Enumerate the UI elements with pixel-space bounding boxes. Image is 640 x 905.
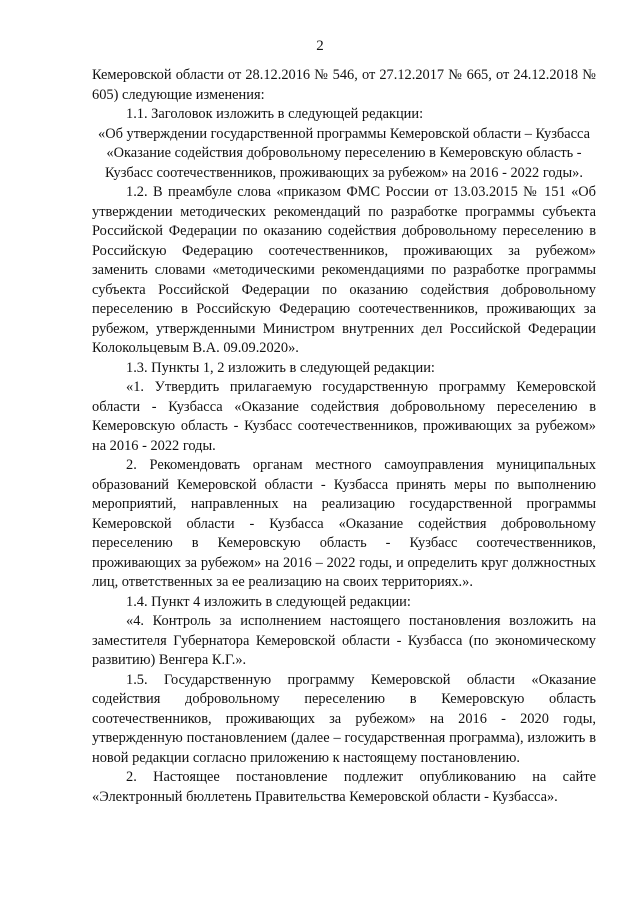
paragraph-item-2: 2. Рекомендовать органам местного самоуправления муниципальных образований Кемеровской области - Кузбасса принять меры по выполнению мероприятий, направленных на реализацию государственной программы Кемеровской области - Кузбасса «Оказание содействия добровольному переселению в Кемеровскую область - Кузбасс соотечественников, проживающих за рубежом» на 2016 – 2022 годы, и определить круг должностных лиц, ответственных за ее реализацию на своих территориях.».	[92, 457, 596, 590]
paragraph-item-4: «4. Контроль за исполнением настоящего постановления возложить на заместителя Губернатора Кемеровской области - Кузбасса (по экономическому развитию) Венгера К.Г.».	[92, 613, 596, 668]
paragraph-intro: Кемеровской области от 28.12.2016 № 546, от 27.12.2017 № 665, от 24.12.2018 № 605) следующие изменения:	[92, 67, 596, 103]
page-number: 2	[316, 38, 324, 54]
paragraph-1-1: 1.1. Заголовок изложить в следующей редакции:	[126, 106, 424, 122]
paragraph-item-1: «1. Утвердить прилагаемую государственную программу Кемеровской области - Кузбасса «Оказание содействия добровольному переселению в Кемеровскую область - Кузбасс соотечественников, проживающих за рубежом» на 2016 - 2022 годы.	[92, 379, 596, 454]
paragraph-title-quote: «Об утверждении государственной программы Кемеровской области – Кузбасса «Оказание содействия добровольному переселению в Кемеровскую область - Кузбасс соотечественников, проживающих за рубежом» на 2016 - 2022 годы».	[98, 125, 590, 181]
paragraph-2: 2. Настоящее постановление подлежит опубликованию на сайте «Электронный бюллетень Правительства Кемеровской области - Кузбасса».	[92, 769, 596, 805]
document-body	[92, 66, 596, 807]
paragraph-1-5: 1.5. Государственную программу Кемеровской области «Оказание содействия добровольному переселению в Кемеровскую область соотечественников, проживающих за рубежом» на 2016 - 2020 годы, утвержденную постановлением (далее – государственная программа), изложить в новой редакции согласно приложению к настоящему постановлению.	[92, 671, 596, 766]
paragraph-1-3: 1.3. Пункты 1, 2 изложить в следующей редакции:	[126, 359, 435, 376]
paragraph-1-4: 1.4. Пункт 4 изложить в следующей редакции:	[126, 593, 411, 610]
paragraph-1-2: 1.2. В преамбуле слова «приказом ФМС России от 13.03.2015 № 151 «Об утверждении методических рекомендаций по разработке программы субъекта Российской Федерации по оказанию содействия добровольному переселению в Российскую Федерацию соотечественников, проживающих за рубежом» заменить словами «методическими рекомендациями по разработке программы субъекта Российской Федерации по оказанию содействия добровольному переселению в Российскую Федерацию соотечественников, проживающих за рубежом, утвержденными Министром внутренних дел Российской Федерации Колокольцевым В.А. 09.09.2020».	[92, 184, 596, 356]
